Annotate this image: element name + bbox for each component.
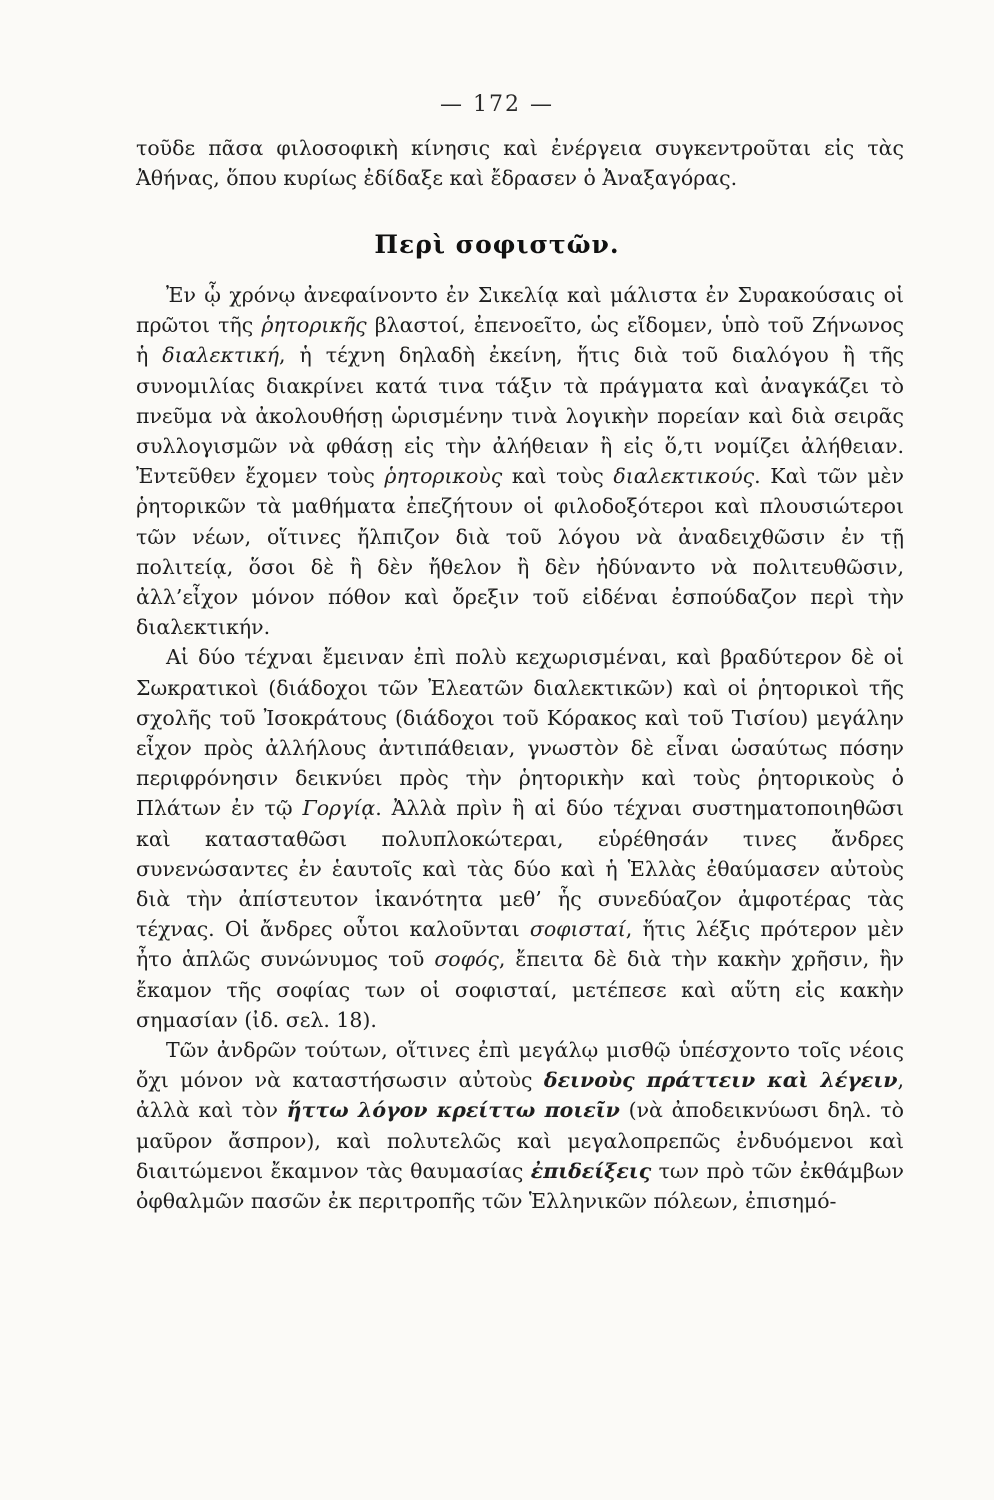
- paragraph-3-text-b: , ἀλλὰ καὶ τὸν: [136, 1068, 904, 1123]
- paragraph-3-italic-3: ἐπιδείξεις: [530, 1158, 652, 1183]
- paragraph-2-italic-2: σοφισταί: [529, 917, 626, 942]
- paragraph-2-italic-3: σοφός: [434, 947, 499, 972]
- paragraph-3-italic-1: δεινοὺς πράττειν καὶ λέγειν: [543, 1068, 898, 1093]
- paragraph-1-text-e: . Καὶ τῶν μὲν ῥητορικῶν τὰ μαθήματα ἐπεζήτουν οἱ φιλοδοξότεροι καὶ πλουσιώτεροι τῶν νέων, οἵτινες ἤλπιζον διὰ τοῦ λόγου νὰ ἀναδειχθῶσιν ἐν τῇ πολιτείᾳ, ὅσοι δὲ ἢ δὲν ἤθελον ἢ δὲν ἠδύναντο νὰ πολιτευθῶσιν, ἀλλ’εἶχον μόνον πόθον καὶ ὄρεξιν τοῦ εἰδέναι ἐσπούδαζον περὶ τὴν διαλεκτικήν.: [136, 464, 904, 640]
- paragraph-1-text-c: , ἡ τέχνη δηλαδὴ ἐκείνη, ἥτις διὰ τοῦ διαλόγου ἢ τῆς συνομιλίας διακρίνει κατά τινα τάξιν τὰ πράγματα καὶ ἀναγκάζει τὸ πνεῦμα νὰ ἀκολουθήσῃ ὡρισμένην τινὰ λογικὴν πορείαν καὶ διὰ σειρᾶς συλλογισμῶν νὰ φθάσῃ εἰς τὴν ἀλήθειαν ἢ εἰς ὅ,τι νομίζει ἀλήθειαν. Ἐντεῦθεν ἔχομεν τοὺς: [136, 343, 904, 489]
- paragraph-2-text-c: , ἥτις λέξις πρότερον μὲν ἦτο ἁπλῶς συνώνυμος τοῦ: [136, 917, 904, 972]
- paragraph-1: [136, 280, 904, 642]
- paragraph-1-italic-4: διαλεκτικούς: [613, 464, 755, 489]
- page-number: — 172 —: [440, 92, 554, 117]
- paragraph-1-text-d: καὶ τοὺς: [502, 464, 614, 489]
- paragraph-1-text-a: Ἐν ᾧ χρόνῳ ἀνεφαίνοντο ἐν Σικελίᾳ καὶ μάλιστα ἐν Συρακούσαις οἱ πρῶτοι τῆς: [136, 283, 904, 338]
- paragraph-2-italic-1: Γοργίᾳ: [302, 796, 376, 821]
- paragraph-1-text-b: βλαστοί, ἐπενοεῖτο, ὡς εἴδομεν, ὑπὸ τοῦ Ζήνωνος ἡ: [136, 313, 904, 368]
- paragraph-1-italic-2: διαλεκτική: [162, 343, 280, 368]
- paragraph-3-text-a: Τῶν ἀνδρῶν τούτων, οἵτινες ἐπὶ μεγάλῳ μισθῷ ὑπέσχοντο τοῖς νέοις ὄχι μόνον νὰ καταστήσωσιν αὐτοὺς: [136, 1038, 904, 1093]
- section-heading: Περὶ σοφιστῶν.: [374, 230, 620, 259]
- paragraph-3-text-c: (νὰ ἀποδεικνύωσι δηλ. τὸ μαῦρον ἄσπρον), καὶ πολυτελῶς καὶ μεγαλοπρεπῶς ἐνδυόμενοι καὶ διαιτώμενοι ἔκαμνον τὰς θαυμασίας: [136, 1098, 905, 1183]
- opening-paragraph-text: τοῦδε πᾶσα φιλοσοφικὴ κίνησις καὶ ἐνέργεια συγκεντροῦται εἰς τὰς Ἀθήνας, ὅπου κυρίως ἐδίδαξε καὶ ἔδρασεν ὁ Ἀναξαγόρας.: [136, 136, 904, 191]
- paragraph-3-text-d: των πρὸ τῶν ἐκθάμβων ὀφθαλμῶν πασῶν ἐκ περιτροπῆς τῶν Ἑλληνικῶν πόλεων, ἐπισημό-: [136, 1158, 904, 1214]
- paragraph-2-text-a: Αἱ δύο τέχναι ἔμειναν ἐπὶ πολὺ κεχωρισμέναι, καὶ βραδύτερον δὲ οἱ Σωκρατικοὶ (διάδοχοι τῶν Ἐλεατῶν διαλεκτικῶν) καὶ οἱ ῥητορικοὶ τῆς σχολῆς τοῦ Ἰσοκράτους (διάδοχοι τοῦ Κόρακος καὶ τοῦ Τισίου) μεγάλην εἶχον πρὸς ἀλλήλους ἀντιπάθειαν, γνωστὸν δὲ εἶναι ὡσαύτως πόσην περιφρόνησιν δεικνύει πρὸς τὴν ῥητορικὴν καὶ τοὺς ῥητορικοὺς ὁ Πλάτων ἐν τῷ: [136, 645, 904, 821]
- paragraph-1-italic-1: ῥητορικῆς: [261, 313, 367, 338]
- paragraph-2-text-d: , ἔπειτα δὲ διὰ τὴν κακὴν χρῆσιν, ἣν ἔκαμον τῆς σοφίας των οἱ σοφισταί, μετέπεσε καὶ αὕτη εἰς κακὴν σημασίαν (ἰδ. σελ. 18).: [136, 947, 905, 1032]
- opening-paragraph: [136, 133, 904, 193]
- section-body: [136, 280, 904, 1216]
- paragraph-2: [136, 642, 904, 1035]
- paragraph-1-italic-3: ῥητορικοὺς: [384, 464, 503, 489]
- paragraph-3: [136, 1035, 904, 1216]
- paragraph-2-text-b: . Ἀλλὰ πρὶν ἢ αἱ δύο τέχναι συστηματοποιηθῶσι καὶ κατασταθῶσι πολυπλοκώτεραι, εὑρέθησάν τινες ἄνδρες συνενώσαντες ἐν ἑαυτοῖς καὶ τὰς δύο καὶ ἡ Ἑλλὰς ἐθαύμασεν αὐτοὺς διὰ τὴν ἀπίστευτον ἱκανότητα μεθ’ ἧς συνεδύαζον ἀμφοτέρας τὰς τέχνας. Οἱ ἄνδρες οὗτοι καλοῦνται: [136, 796, 904, 942]
- paragraph-3-italic-2: ἥττω λόγον κρείττω ποιεῖν: [286, 1098, 620, 1123]
